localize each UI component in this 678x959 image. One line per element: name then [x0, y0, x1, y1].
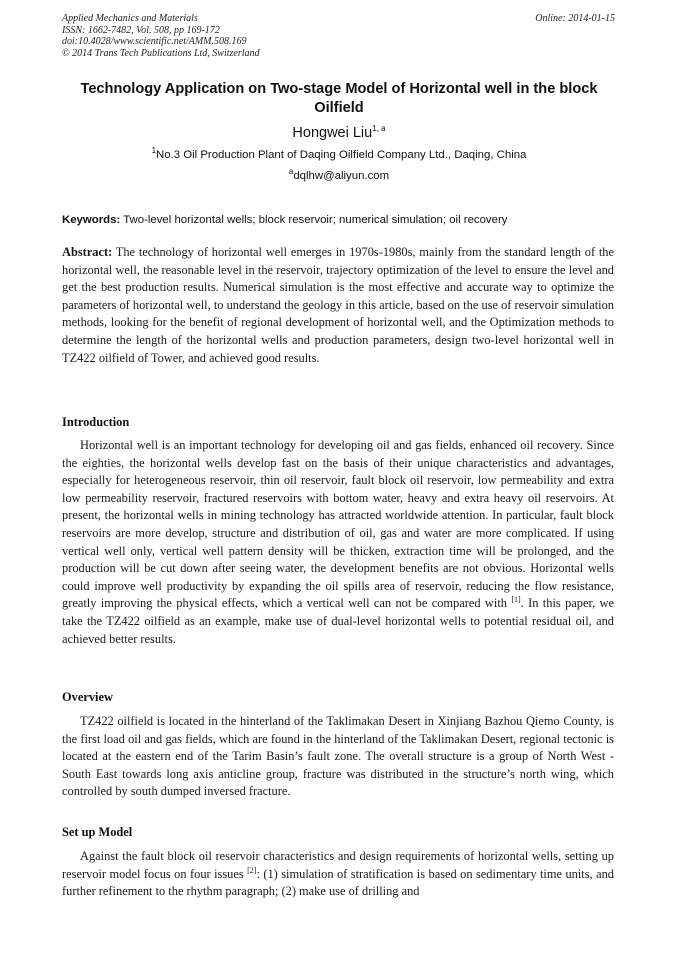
introduction-body — [62, 437, 614, 648]
issn-line: ISSN: 1662-7482, Vol. 508, pp 169-172 — [62, 24, 220, 36]
journal-name: Applied Mechanics and Materials — [62, 13, 198, 24]
introduction-heading: Introduction — [62, 415, 130, 429]
doi-line: doi:10.4028/www.scientific.net/AMM.508.169 — [62, 36, 247, 47]
setup-heading: Set up Model — [62, 825, 133, 839]
author-superscript: 1, a — [372, 124, 386, 134]
keywords — [62, 214, 616, 226]
affiliation — [62, 146, 616, 161]
email-address: dqlhw@aliyun.com — [293, 170, 390, 182]
affiliation-superscript: 1 — [151, 146, 157, 156]
keywords-label: Keywords: — [62, 214, 121, 226]
author-name: Hongwei Liu — [292, 125, 373, 141]
author-line — [62, 125, 616, 141]
setup-text: Against the fault block oil reservoir characteristics and design requirements of horizontal wells, setting up reservoir model focus on four issues — [62, 849, 614, 881]
setup-body — [62, 848, 614, 901]
reference-2: [2] — [247, 865, 257, 875]
introduction-text: Horizontal well is an important technology for developing oil and gas fields, enhanced oil recovery. Since the eighties, the horizontal wells develop fast on the basis of their unique characteristics and advantages, especially for heterogeneous reservoir, thin oil reservoir, fault block oil reservoir, low permeability and extra low permeability reservoir, fractured reservoirs with bottom water, heavy and extra heavy oil reservoirs. At present, the horizontal wells in mining technology has attracted worldwide attention. In particular, fault block reservoirs are more develop, structure and distribution of oil, gas and water are more complicated. If using vertical well only, vertical well pattern density will be thicken, extraction time will be prolonged, and the production will be cut down after seeing water, the development benefits are not obvious. Horizontal wells could improve well productivity by expanding the oil spills area of reservoir, reducing the flow resistance, greatly improving the physical effects, which a vertical well can not be compared with — [62, 438, 614, 611]
abstract-text: The technology of horizontal well emerges in 1970s-1980s, mainly from the standard length of the horizontal well, the reasonable level in the reservoir, trajectory optimization of the level to ensure the level and get the best production results. Numerical simulation is the most effective and accurate way to optimize the parameters of horizontal well, to understand the geology in this article, based on the use of reservoir simulation methods, looking for the benefit of regional development of horizontal well, and the Optimization methods to determine the length of the horizontal wells and production parameters, design two-level horizontal well in TZ422 oilfield of Tower, and achieved good results. — [62, 245, 614, 365]
abstract — [62, 244, 614, 367]
online-date: Online: 2014-01-15 — [535, 13, 615, 24]
email-superscript: a — [288, 167, 294, 177]
paper-title: Technology Application on Two-stage Model of Horizontal well in the block Oilfield — [80, 81, 598, 116]
journal-header — [62, 13, 260, 59]
introduction-text-end: . In this paper, we take the TZ422 oilfield as an example, make use of dual-level horizontal wells to potential residual oil, and achieved better results. — [62, 596, 615, 646]
overview-heading: Overview — [62, 690, 113, 704]
overview-body: TZ422 oilfield is located in the hinterland of the Taklimakan Desert in Xinjiang Bazhou Qiemo County, is the first load oil and gas fields, which are found in the hinterland of the Taklimakan Desert, regional tectonic is located at the eastern end of the Tarim Basin’s fault zone. The overall structure is a group of North West - South East towards long axis anticline group, fracture was distributed in the structure’s north wing, which controlled by south dumped inversed fracture. — [62, 714, 614, 799]
reference-1: [1] — [511, 595, 521, 605]
setup-text-end: : (1) simulation of stratification is based on sedimentary time units, and further refinement to the rhythm paragraph; (2) make use of drilling and — [62, 866, 614, 899]
abstract-label: Abstract: — [62, 245, 113, 259]
keywords-text: Two-level horizontal wells; block reservoir; numerical simulation; oil recovery — [120, 214, 508, 226]
email-line — [62, 167, 616, 182]
copyright-line: © 2014 Trans Tech Publications Ltd, Switzerland — [62, 47, 260, 59]
affiliation-text: No.3 Oil Production Plant of Daqing Oilfield Company Ltd., Daqing, China — [156, 149, 527, 161]
